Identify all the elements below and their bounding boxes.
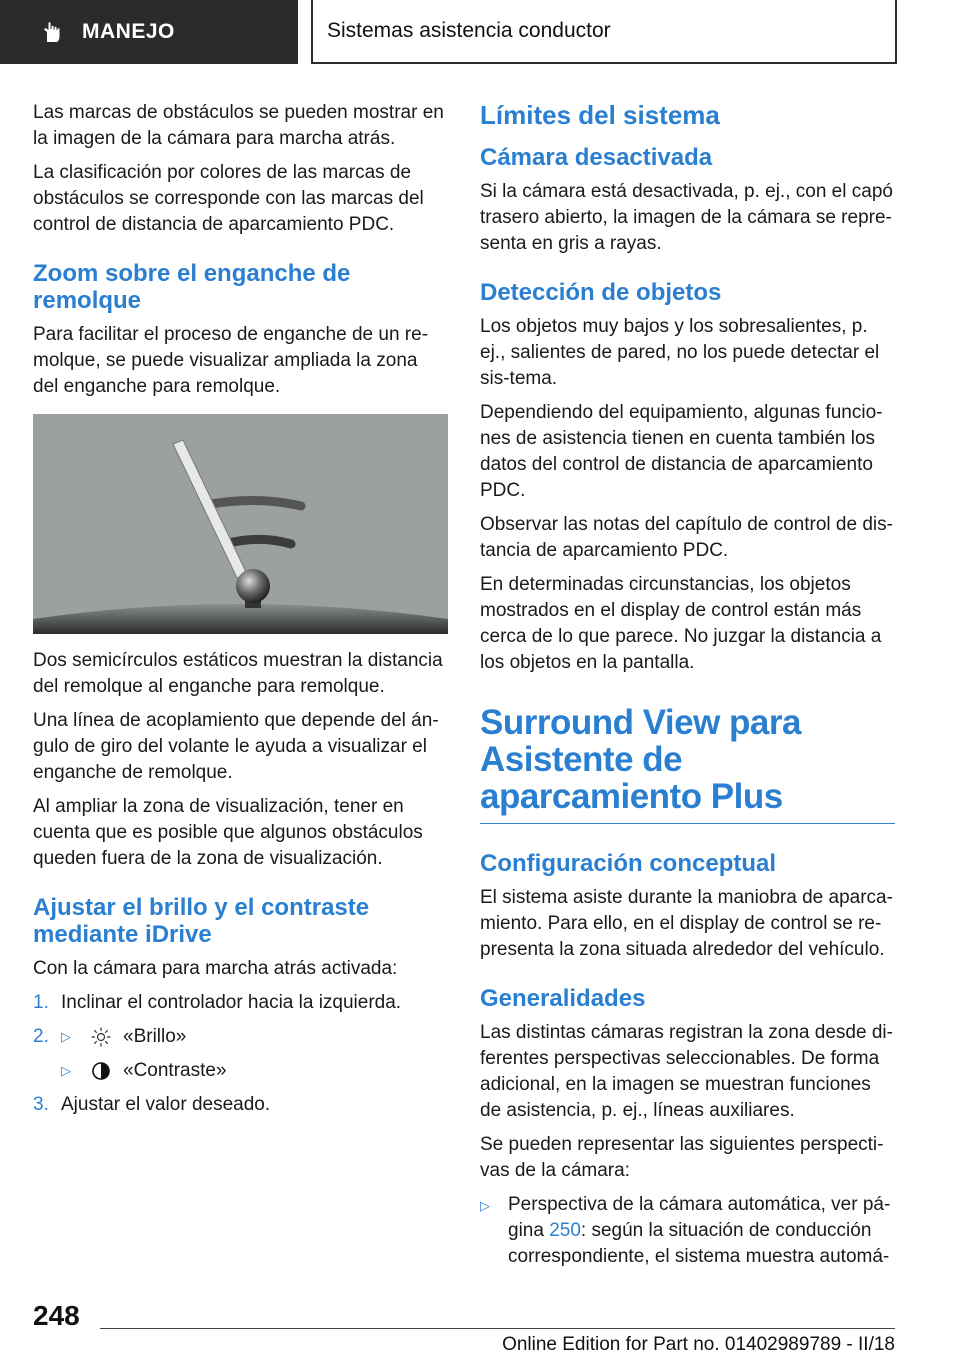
paragraph: Al ampliar la zona de visualización, tener en cuenta que es posible que algunos obstáculos queden fuera de la zona de visualización.: [33, 796, 423, 869]
paragraph: Las distintas cámaras registran la zona desde di‐ferentes perspectivas seleccionables. De forma adicional, en la imagen se muestran funciones de asistencia, p. ej., líneas auxiliares.: [480, 1022, 893, 1121]
triangle-bullet-icon: ▷: [480, 1198, 490, 1213]
paragraph: El sistema asiste durante la maniobra de aparca‐miento. Para ello, en el display de control se re‐presenta la zona situada alrededor del vehículo.: [480, 887, 893, 960]
step-1: 1. Inclinar el controlador hacia la izquierda.: [33, 992, 402, 1013]
brightness-icon: [91, 1027, 111, 1047]
page-number: 248: [33, 1300, 80, 1331]
paragraph: Los objetos muy bajos y los sobresalientes, p. ej., salientes de pared, no los puede detectar el sis‐tema.: [480, 316, 880, 389]
section-tab: [0, 0, 298, 64]
paragraph: La clasificación por colores de las marcas de obstáculos se corresponde con las marcas del control de distancia de aparcamiento PDC.: [33, 162, 424, 235]
footer-divider: [100, 1328, 895, 1329]
heading-surround-view: Surround View para Asistente de aparcamiento Plus: [480, 704, 895, 824]
sub-step-brightness: ▷ «Brillo»: [61, 1024, 448, 1050]
heading-concept: Configuración conceptual: [480, 850, 777, 877]
sub-step-contrast: ▷ «Contraste»: [61, 1058, 448, 1084]
chapter-header: [311, 0, 897, 64]
heading-brightness: Ajustar el brillo y el contraste mediante iDrive: [33, 894, 370, 948]
heading-general: Generalidades: [480, 985, 646, 1012]
triangle-bullet-icon: ▷: [61, 1029, 71, 1044]
chapter-title: Sistemas asistencia conductor: [327, 19, 611, 42]
hitch-ball: [236, 569, 270, 603]
right-column: [480, 100, 895, 1278]
page-link[interactable]: 250: [549, 1220, 581, 1241]
list-item: ▷ Perspectiva de la cámara automática, ver pá‐gina 250: según la situación de conducción correspondiente, el sistema muestra automá‐: [480, 1192, 895, 1270]
section-label: MANEJO: [82, 20, 175, 43]
paragraph: Si la cámara está desactivada, p. ej., con el capó trasero abierto, la imagen de la cámara se repre‐senta en gris a rayas.: [480, 181, 893, 254]
paragraph: Las marcas de obstáculos se pueden mostrar en la imagen de la cámara para marcha atrás.: [33, 102, 444, 149]
heading-system-limits: Límites del sistema: [480, 100, 720, 130]
paragraph: Observar las notas del capítulo de control de dis‐tancia de aparcamiento PDC.: [480, 514, 893, 561]
edition-note: Online Edition for Part no. 01402989789 - II/18: [502, 1334, 895, 1355]
distance-arc-near: [233, 539, 291, 544]
heading-object-detection: Detección de objetos: [480, 279, 722, 306]
paragraph: En determinadas circunstancias, los objetos mostrados en el display de control están más cerca de lo que parece. No juzgar la distancia a los objetos en la pantalla.: [480, 574, 882, 673]
paragraph: Dependiendo del equipamiento, algunas funcio‐nes de asistencia tienen en cuenta también los datos del control de distancia de aparcamiento PDC.: [480, 402, 883, 501]
left-column: [33, 100, 448, 1126]
paragraph: Dos semicírculos estáticos muestran la distancia del remolque al enganche para remolque.: [33, 650, 443, 697]
step-3: 3. Ajustar el valor deseado.: [33, 1094, 271, 1115]
heading-camera-off: Cámara desactivada: [480, 144, 713, 171]
tow-hitch-camera-image: [33, 414, 448, 634]
paragraph: Con la cámara para marcha atrás activada:: [33, 958, 398, 979]
triangle-bullet-icon: ▷: [61, 1063, 71, 1078]
hand-icon: [40, 20, 64, 44]
heading-zoom: Zoom sobre el enganche de remolque: [33, 260, 351, 314]
paragraph: Se pueden representar las siguientes perspecti‐vas de la cámara:: [480, 1134, 884, 1181]
paragraph: Para facilitar el proceso de enganche de un re‐molque, se puede visualizar ampliada la zona del enganche para remolque.: [33, 324, 429, 397]
paragraph: Una línea de acoplamiento que depende del án‐gulo de giro del volante le ayuda a visualizar el enganche de remolque.: [33, 710, 439, 783]
step-2: 2.: [33, 1026, 49, 1047]
contrast-icon: [91, 1061, 111, 1081]
